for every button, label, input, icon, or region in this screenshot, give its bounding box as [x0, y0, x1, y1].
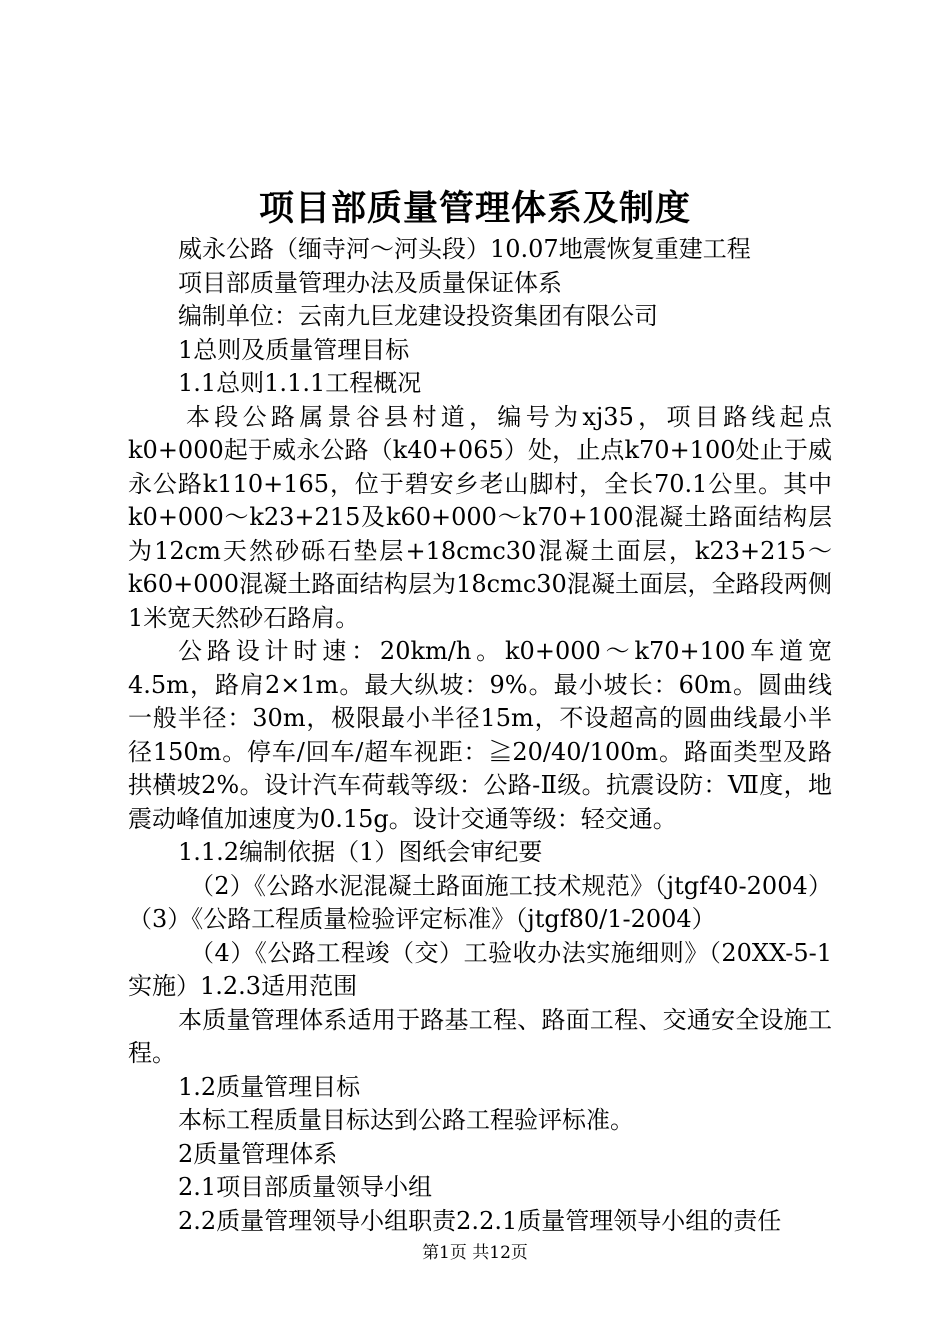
- standards-paragraph: （2）《公路水泥混凝土路面施工技术规范》（jtgf40-2004）（3）《公路工程质量检验评定标准》（jtgf80/1-2004）: [128, 871, 832, 933]
- section-1-2-heading: 1.2质量管理目标: [178, 1072, 361, 1101]
- section-2-1-heading: 2.1项目部质量领导小组: [178, 1173, 433, 1201]
- basis-line: 1.1.2编制依据（1）图纸会审纪要: [178, 838, 543, 866]
- overview-paragraph: 本段公路属景谷县村道，编号为xj35，项目路线起点k0+000起于威永公路（k40+065）处，止点k70+100处止于威永公路k110+165，位于碧安乡老山脚村，全长70.1公里。其中k0+000～k23+215及k60+000～k70+100混凝土路面结构层为12cm天然砂砾石垫层+18cmc30混凝土面层，k23+215～k60+000混凝土路面结构层为18cmc30混凝土面层，全路段两侧1米宽天然砂石路肩。: [128, 402, 832, 632]
- design-paragraph: 公路设计时速：20km/h。k0+000～k70+100车道宽4.5m，路肩2×1m。最大纵坡：9%。最小坡长：60m。圆曲线一般半径：30m，极限最小半径15m，不设超高的圆曲线最小半径150m。停车/回车/超车视距：≧20/40/100m。路面类型及路拱横坡2%。设计汽车荷载等级：公路-Ⅱ级。抗震设防：Ⅶ度，地震动峰值加速度为0.15g。设计交通等级：轻交通。: [128, 637, 832, 833]
- page-footer: 第1页 共12页: [422, 1243, 528, 1263]
- section-2-2-heading: 2.2质量管理领导小组职责2.2.1质量管理领导小组的责任: [178, 1206, 782, 1235]
- scope-paragraph: 本质量管理体系适用于路基工程、路面工程、交通安全设施工程。: [128, 1005, 832, 1067]
- section-1-1-heading: 1.1总则1.1.1工程概况: [178, 369, 422, 397]
- compiler-line: 编制单位：云南九巨龙建设投资集团有限公司: [178, 302, 658, 330]
- document-title: 项目部质量管理体系及制度: [258, 188, 691, 229]
- project-name-line: 威永公路（缅寺河～河头段）10.07地震恢复重建工程: [178, 235, 751, 263]
- section-1-heading: 1总则及质量管理目标: [178, 335, 410, 364]
- quality-target-line: 本标工程质量目标达到公路工程验评标准。: [178, 1106, 634, 1134]
- document-body: [128, 233, 832, 1238]
- rules-paragraph: （4）《公路工程竣（交）工验收办法实施细则》（20XX-5-1实施）1.2.3适用范围: [128, 938, 832, 1000]
- subtitle-line: 项目部质量管理办法及质量保证体系: [178, 268, 562, 297]
- section-2-heading: 2质量管理体系: [178, 1139, 338, 1168]
